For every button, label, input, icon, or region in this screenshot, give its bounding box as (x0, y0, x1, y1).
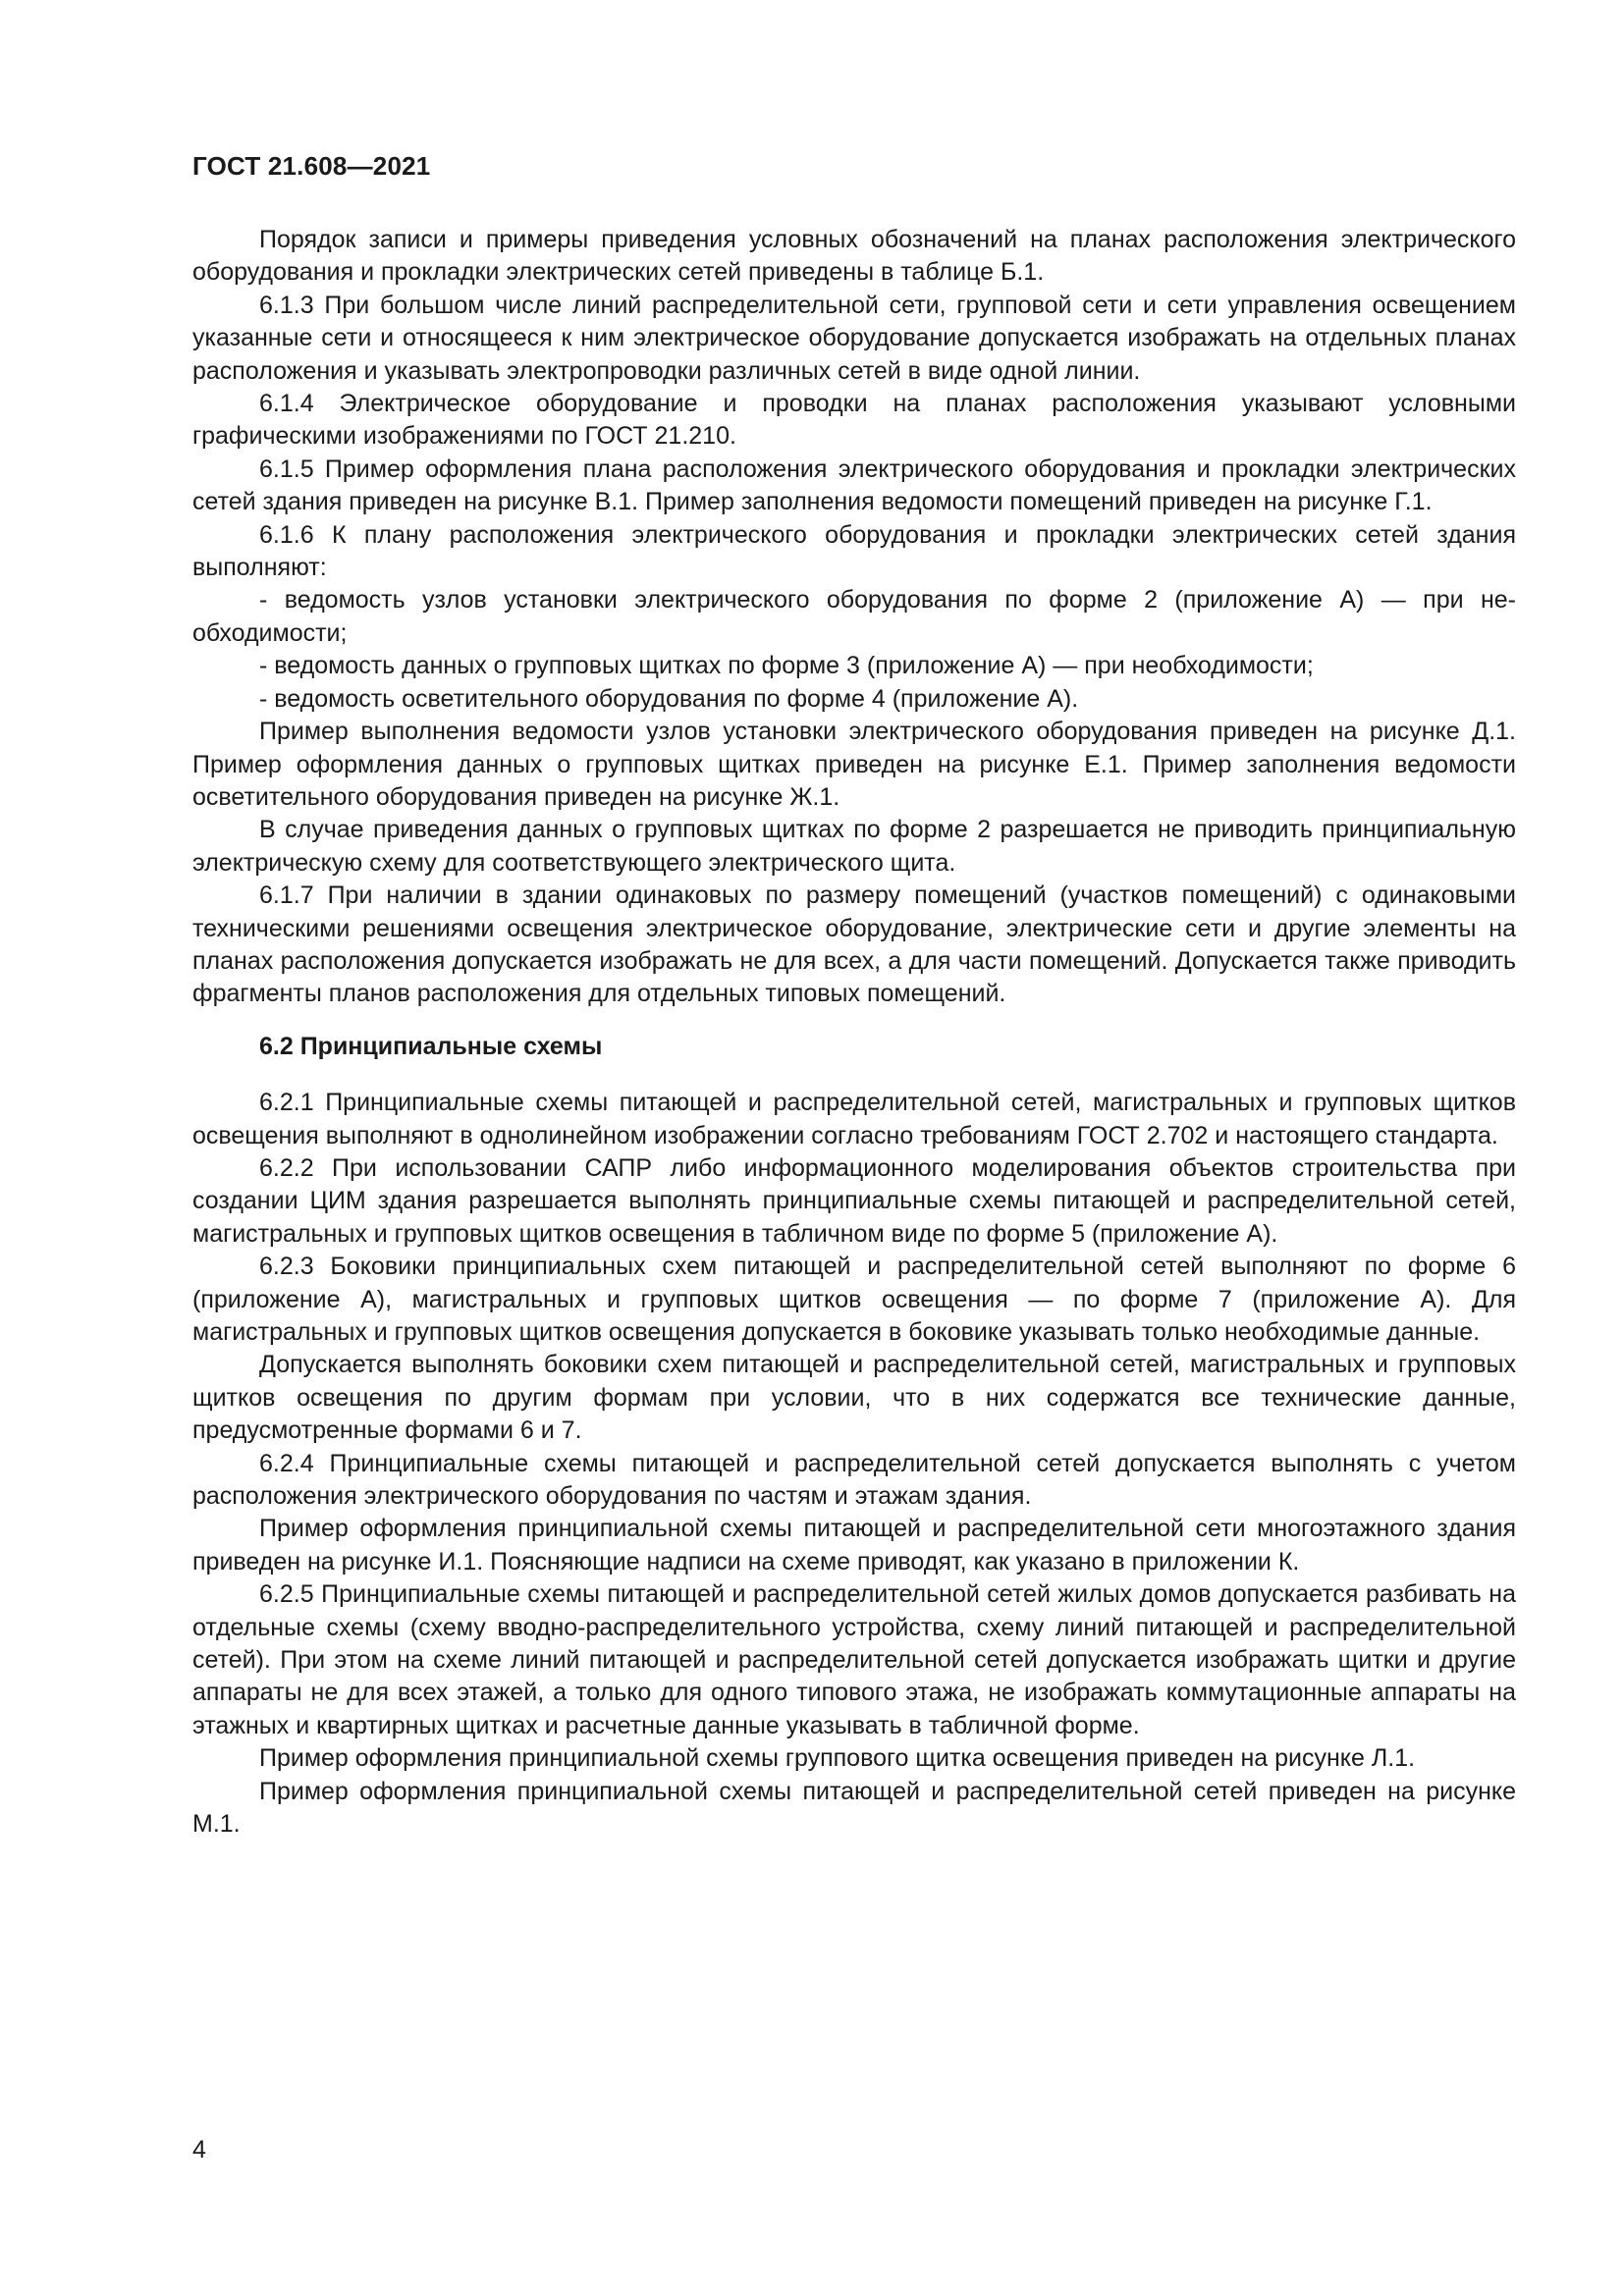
paragraph: Пример выполнения ведомости узлов установки электрического оборудования приведен на рисунке Д.1. Пример оформления данных о групповых щитках приведен на рисунке Е.1. Пример заполнения ведомости осветительного оборудования приведен на рисунке Ж.1. (192, 718, 1516, 811)
paragraph: Пример оформления принципиальной схемы питающей и распределительной сети многоэтажного здания приведен на рисунке И.1. Поясняющие надписи на схеме приводят, как указано в приложении К. (192, 1515, 1516, 1575)
paragraph: 6.1.5 Пример оформления плана расположения электрического оборудования и прокладки электрических сетей здания приведен на рисунке В.1. Пример заполнения ведомости помещений приведен на рисунке Г.1. (192, 454, 1516, 516)
paragraph: 6.2.4 Принципиальные схемы питающей и распределительной сетей допускается выполнять с учетом расположения электрического оборудования по частям и этажам здания. (192, 1449, 1516, 1511)
paragraph: 6.2.3 Боковики принципиальных схем питающей и распределительной сетей выполняют по форме 6 (приложение А), магистральных и групповых щитков освещения — по форме 7 (приложение А). Для магистральных и групповых щитков освещения допускается в боковике указывать только необходимые данные. (192, 1253, 1516, 1346)
paragraph: 6.2.2 При использовании САПР либо информационного моделирования объектов строительства при создании ЦИМ здания разрешается выполнять принципиальные схемы питающей и распределительной сетей, магистральных и групповых щитков освещения в табличном виде по форме 5 (приложение А). (192, 1153, 1516, 1248)
section-heading: 6.2 Принципиальные схемы (259, 1032, 603, 1060)
paragraph: 6.1.3 При большом числе линий распределительной сети, групповой сети и сети управления освещением указанные сети и относящееся к ним электрическое оборудование допускается изображать на отдельных планах расположения и указывать электропроводки различных сетей в виде одной линии. (192, 291, 1516, 385)
paragraph: Пример оформления принципиальной схемы питающей и распределительной сетей приведен на рисунке М.1. (192, 1777, 1516, 1839)
list-item: - ведомость узлов установки электрического оборудования по форме 2 (приложение А) — при необходимости; (192, 586, 1516, 647)
list-item: - ведомость осветительного оборудования по форме 4 (приложение А). (259, 684, 1079, 713)
paragraph: 6.1.6 К плану расположения электрического оборудования и прокладки электрических сетей здания выполняют: (192, 520, 1516, 582)
paragraph: Пример оформления принципиальной схемы группового щитка освещения приведен на рисунке Л.1. (259, 1744, 1416, 1773)
list-item: - ведомость данных о групповых щитках по форме 3 (приложение А) — при необходимости; (259, 652, 1314, 680)
paragraph: 6.1.7 При наличии в здании одинаковых по размеру помещений (участков помещений) с одинаковыми техническими решениями освещения электрическое оборудование, электрические сети и другие элементы на планах расположения допускается изображать не для всех, а для части помещений. Допускается также приводить фрагменты планов расположения для отдельных типовых помещений. (192, 881, 1516, 1008)
paragraph: 6.2.1 Принципиальные схемы питающей и распределительной сетей, магистральных и групповых щитков освещения выполняют в однолинейном изображении согласно требованиям ГОСТ 2.702 и настоящего стандарта. (192, 1089, 1516, 1149)
document-body (192, 224, 1516, 1842)
paragraph: 6.1.4 Электрическое оборудование и проводки на планах расположения указывают условными графическими изображениями по ГОСТ 21.210. (192, 390, 1516, 451)
paragraph: Порядок записи и примеры приведения условных обозначений на планах расположения электрического оборудования и прокладки электрических сетей приведены в таблице Б.1. (192, 226, 1516, 287)
page-number: 4 (192, 2136, 206, 2163)
paragraph: Допускается выполнять боковики схем питающей и распределительной сетей, магистральных и групповых щитков освещения по другим формам при условии, что в них содержатся все технические данные, предусмотренные формами 6 и 7. (192, 1351, 1516, 1445)
document-header: ГОСТ 21.608—2021 (192, 151, 431, 181)
paragraph: В случае приведения данных о групповых щитках по форме 2 разрешается не приводить принципиальную электрическую схему для соответствующего электрического щита. (192, 816, 1516, 877)
paragraph: 6.2.5 Принципиальные схемы питающей и распределительной сетей жилых домов допускается разбивать на отдельные схемы (схему вводно-распределительного устройства, схему линий питающей и распределительной сетей). При этом на схеме линий питающей и распределительной сетей допускается изображать щитки и другие аппараты не для всех этажей, а только для одного типового этажа, не изображать коммутационные аппараты на этажных и квартирных щитках и расчетные данные указывать в табличной форме. (192, 1580, 1516, 1739)
